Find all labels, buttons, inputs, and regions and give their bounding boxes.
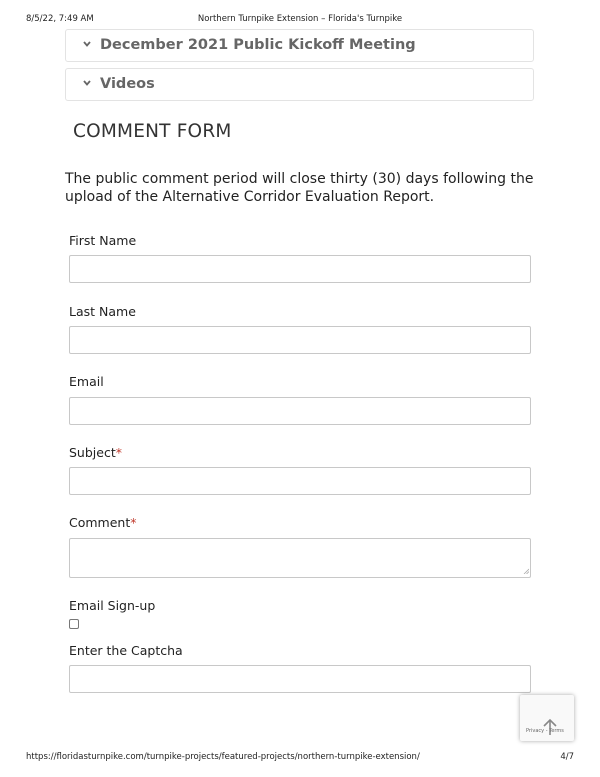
email-signup-label: Email Sign-up (69, 598, 156, 613)
comment-textarea[interactable] (69, 538, 531, 578)
comment-label-row (69, 515, 137, 530)
subject-input[interactable] (69, 467, 531, 495)
last-name-input[interactable] (69, 326, 531, 354)
email-input[interactable] (69, 397, 531, 425)
accordion-kickoff-meeting[interactable] (65, 29, 534, 62)
captcha-label: Enter the Captcha (69, 643, 183, 658)
chevron-down-icon (82, 39, 92, 49)
last-name-label: Last Name (69, 304, 136, 319)
print-datetime: 8/5/22, 7:49 AM (26, 14, 94, 24)
required-marker: * (115, 445, 122, 460)
print-page-title: Northern Turnpike Extension – Florida's Turnpike (197, 14, 403, 24)
chevron-down-icon (82, 78, 92, 88)
accordion-videos[interactable] (65, 68, 534, 101)
first-name-label: First Name (69, 233, 137, 248)
first-name-input[interactable] (69, 255, 531, 283)
form-title: COMMENT FORM (73, 121, 232, 142)
recaptcha-badge-text: Privacy - Terms (526, 728, 564, 734)
accordion-label: December 2021 Public Kickoff Meeting (100, 37, 416, 53)
print-url: https://floridasturnpike.com/turnpike-projects/featured-projects/northern-turnpike-extension/ (26, 752, 420, 762)
accordion-label: Videos (100, 76, 155, 92)
required-marker: * (130, 515, 137, 530)
email-signup-checkbox[interactable] (69, 619, 79, 629)
subject-label: Subject (69, 445, 116, 460)
captcha-input[interactable] (69, 665, 531, 693)
email-label: Email (69, 374, 104, 389)
print-header (26, 14, 574, 26)
arrow-up-icon[interactable] (539, 716, 561, 738)
resize-grip-icon[interactable] (523, 568, 529, 574)
subject-label-row (69, 445, 122, 460)
print-page-number: 4/7 (560, 752, 574, 762)
print-footer (26, 752, 574, 764)
comment-label: Comment (69, 515, 131, 530)
form-intro-text: The public comment period will close thirty (30) days following the upload of the Alternative Corridor Evaluation Report. (65, 171, 534, 205)
